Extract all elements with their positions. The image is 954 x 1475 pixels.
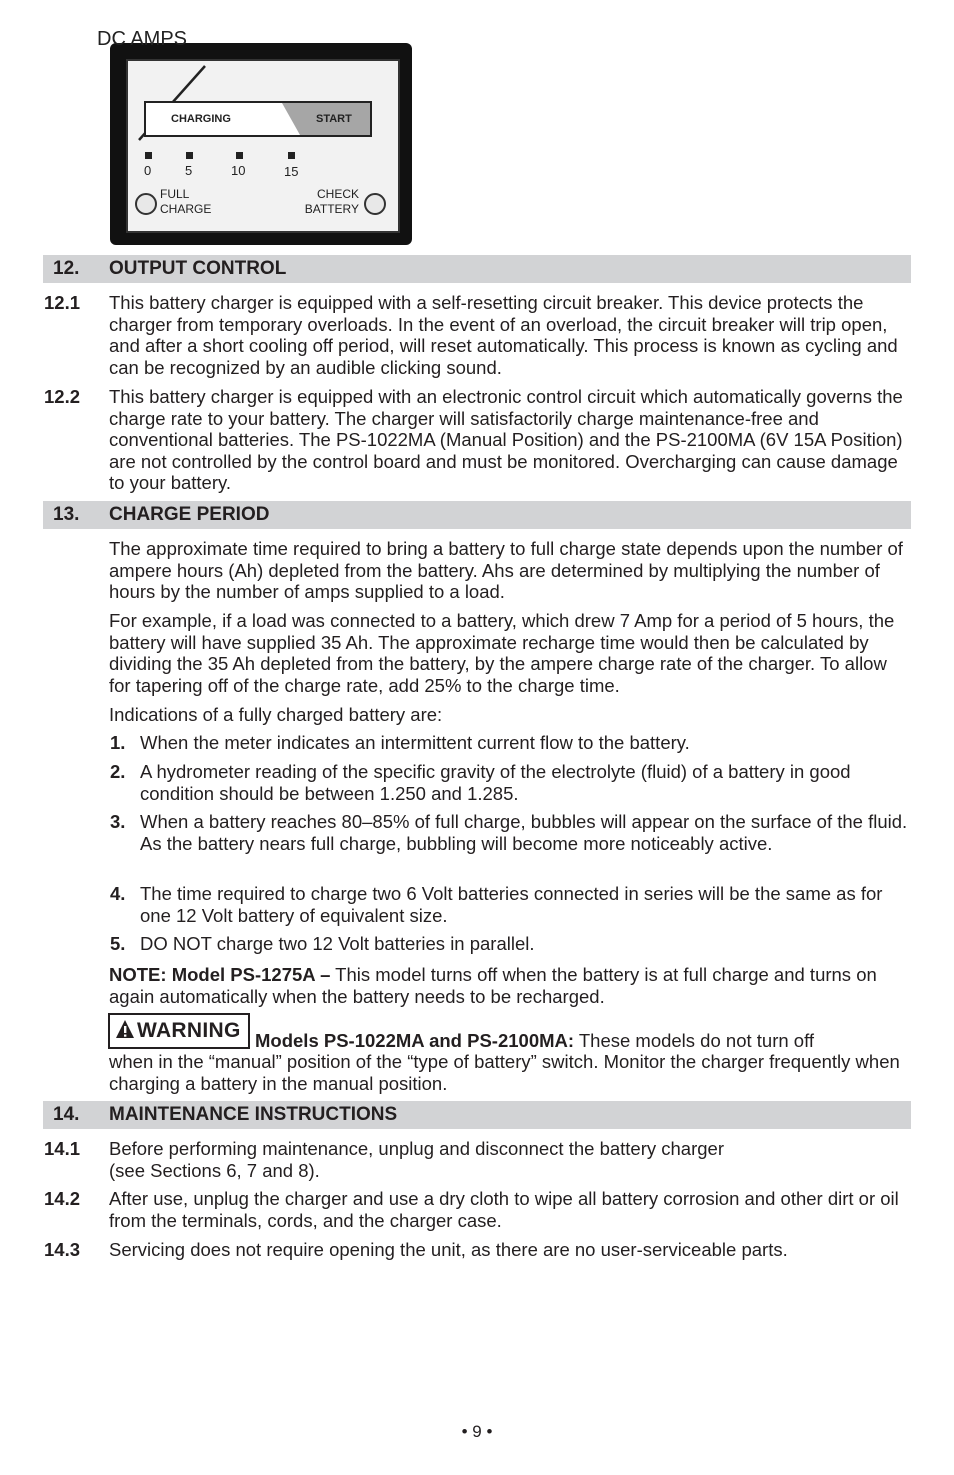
warning-text-rest: when in the “manual” position of the “type of battery” switch. Monitor the charger frequently when charging a battery in the manual position. <box>109 1051 900 1094</box>
list-item-number: 3. <box>110 811 126 832</box>
section-header-13: 13. CHARGE PERIOD <box>43 501 911 529</box>
list-item-number: 1. <box>110 732 126 753</box>
meter-tick-label: 15 <box>284 164 299 179</box>
meter-charging-label: CHARGING <box>171 113 231 125</box>
paragraph-12-1: This battery charger is equipped with a self-resetting circuit breaker. This device protects the charger from temporary overloads. In the event of an overload, the circuit breaker will trip open, and after a short cooling off period, will reset automatically. This process is known as cycling and can be recognized by an audible clicking sound. <box>109 292 898 378</box>
paragraph-14-1: Before performing maintenance, unplug and disconnect the battery charger (see Sections 6, 7 and 8). <box>109 1138 724 1181</box>
list-item: When the meter indicates an intermittent current flow to the battery. <box>140 732 690 753</box>
list-item: A hydrometer reading of the specific gravity of the electrolyte (fluid) of a battery in good condition should be between 1.250 and 1.285. <box>140 761 851 804</box>
full-charge-led-icon <box>135 193 157 215</box>
paragraph-14-3: Servicing does not require opening the unit, as there are no user-serviceable parts. <box>109 1239 788 1260</box>
page-number: • 9 • <box>461 1422 493 1441</box>
meter-tick <box>145 152 152 159</box>
paragraph-number: 14.3 <box>44 1239 81 1260</box>
list-item-number: 2. <box>110 761 126 782</box>
list-item: When a battery reaches 80–85% of full charge, bubbles will appear on the surface of the fluid. As the battery nears full charge, bubbling will become more noticeably active. <box>140 811 908 854</box>
section-header-12: 12. OUTPUT CONTROL <box>43 255 911 283</box>
check-battery-label: CHECK BATTERY <box>304 187 359 216</box>
paragraph-13-3: Indications of a fully charged battery are: <box>109 704 443 725</box>
list-item: The time required to charge two 6 Volt batteries connected in series will be the same as for one 12 Volt battery of equivalent size. <box>140 883 883 926</box>
section-header-14: 14. MAINTENANCE INSTRUCTIONS <box>43 1101 911 1129</box>
warning-triangle-icon <box>115 1019 135 1039</box>
note-paragraph: NOTE: Model PS-1275A – This model turns off when the battery is at full charge and turns on again automatically when the battery needs to be recharged. <box>109 964 877 1007</box>
meter-charge-bar <box>144 101 372 137</box>
paragraph-14-2: After use, unplug the charger and use a dry cloth to wipe all battery corrosion and other dirt or oil from the terminals, cords, and the charger case. <box>109 1188 899 1231</box>
list-item: DO NOT charge two 12 Volt batteries in parallel. <box>140 933 535 954</box>
paragraph-number: 14.2 <box>44 1188 81 1209</box>
paragraph-number: 12.1 <box>44 292 81 313</box>
full-charge-label: FULL CHARGE <box>160 187 212 216</box>
warning-label-text: WARNING <box>137 1019 241 1042</box>
meter-tick <box>186 152 193 159</box>
meter-title: DC AMPS <box>97 28 188 50</box>
list-item-number: 4. <box>110 883 126 904</box>
paragraph-12-2: This battery charger is equipped with an electronic control circuit which automatically governs the charge rate to your battery. The charger will satisfactorily charge maintenance-free and conventional batteries. The PS-1022MA (Manual Position) and the PS-2100MA (6V 15A Position) are not controlled by the control board and must be monitored. Overcharging can cause damage to your battery. <box>109 386 903 494</box>
meter-tick-label: 0 <box>144 163 152 178</box>
warning-label-box <box>108 1013 250 1049</box>
paragraph-number: 12.2 <box>44 386 81 407</box>
meter-tick <box>288 152 295 159</box>
meter-tick-label: 10 <box>231 163 246 178</box>
paragraph-number: 14.1 <box>44 1138 81 1159</box>
meter-start-label: START <box>316 113 352 125</box>
paragraph-13-1: The approximate time required to bring a battery to full charge state depends upon the number of ampere hours (Ah) depleted from the battery. Ahs are determined by multiplying the number of hours by the number of amps supplied to a load. <box>109 538 903 603</box>
check-battery-led-icon <box>364 193 386 215</box>
list-item-number: 5. <box>110 933 126 954</box>
meter-tick-label: 5 <box>185 163 193 178</box>
warning-text-line-1: Models PS-1022MA and PS-2100MA: These models do not turn off <box>255 1030 815 1051</box>
meter-tick <box>236 152 243 159</box>
paragraph-13-2: For example, if a load was connected to a battery, which drew 7 Amp for a period of 5 hours, the battery will have supplied 35 Ah. The approximate recharge time would then be calculated by dividing the 35 Ah depleted from the battery, by the ampere charge rate of the charger. To allow for tapering off of the charge rate, add 25% to the charge time. <box>109 610 895 696</box>
